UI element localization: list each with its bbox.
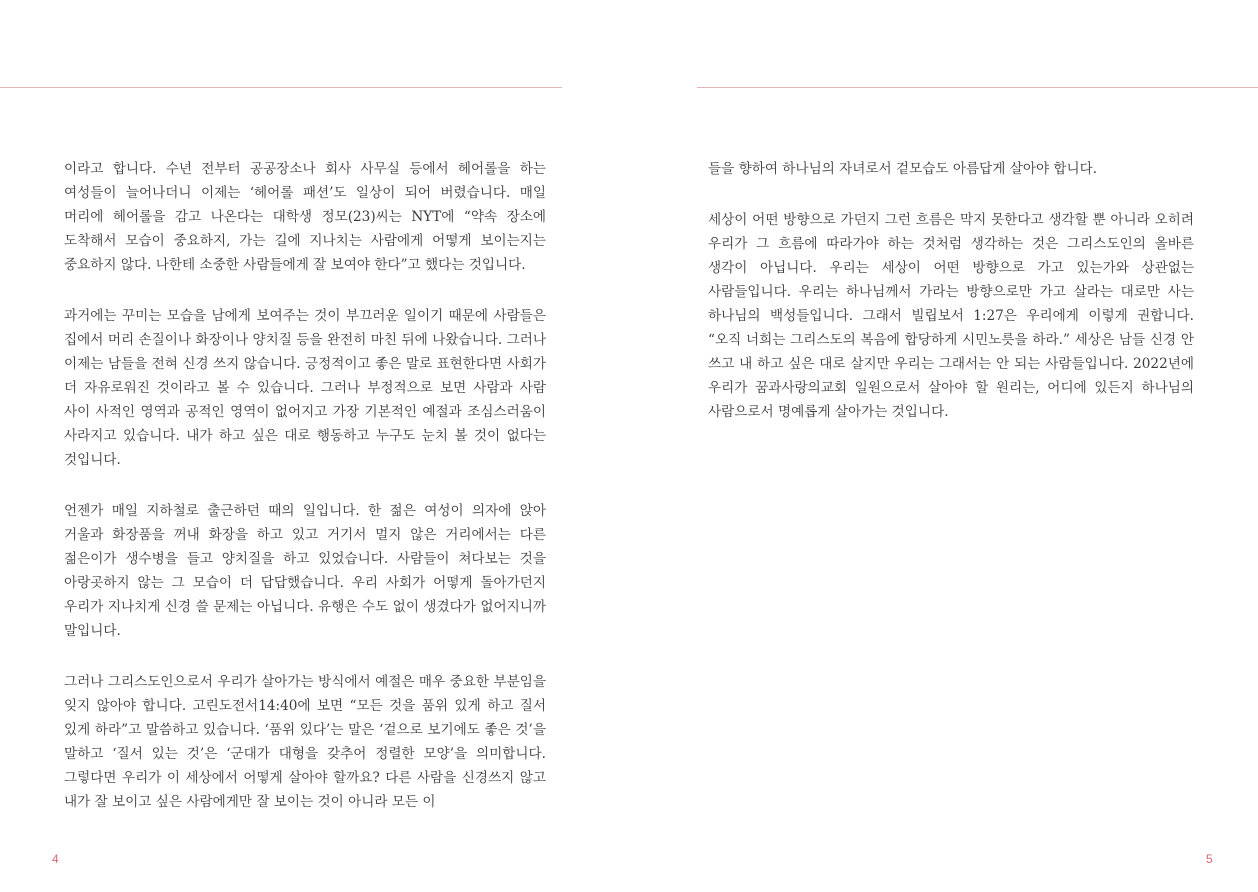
paragraph: 과거에는 꾸미는 모습을 남에게 보여주는 것이 부끄러운 일이기 때문에 사람들은 집에서 머리 손질이나 화장이나 양치질 등을 완전히 마친 뒤에 나왔습니다. 그러나 이제는 남들을 전혀 신경 쓰지 않습니다. 긍정적이고 좋은 말로 표현한다면 사회가 더 자유로워진 것이라고 볼 수 있습니다. 그러나 부정적으로 보면 사람과 사람 사이 사적인 영역과 공적인 영역이 없어지고 가장 기본적인 예절과 조심스러움이 사라지고 있습니다. 내가 하고 싶은 대로 행동하고 누구도 눈치 볼 것이 없다는 것입니다. [64,308,546,468]
left-page [0,0,562,892]
right-page [697,0,1258,892]
left-page-text [64,157,546,841]
paragraph: 그러나 그리스도인으로서 우리가 살아가는 방식에서 예절은 매우 중요한 부분임을 잊지 않아야 합니다. 고린도전서14:40에 보면 “모든 것을 품위 있게 하고 질서 있게 하라”고 말씀하고 있습니다. ‘품위 있다’는 말은 ‘겉으로 보기에도 좋은 것’을 말하고 ‘질서 있는 것’은 ‘군대가 대형을 갖추어 정렬한 모양’을 의미합니다. 그렇다면 우리가 이 세상에서 어떻게 살아야 할까요? 다른 사람을 신경쓰지 않고 내가 잘 보이고 싶은 사람에게만 잘 보이는 것이 아니라 모든 이 [64,674,546,810]
page-number: 5 [1206,852,1213,866]
header-rule [0,87,562,88]
paragraph: 들을 향하여 하나님의 자녀로서 겉모습도 아름답게 살아야 합니다. [708,161,1098,177]
paragraph: 언젠가 매일 지하철로 출근하던 때의 일입니다. 한 젊은 여성이 의자에 앉아 거울과 화장품을 꺼내 화장을 하고 있고 거기서 멀지 않은 거리에서는 다른 젊은이가 생수병을 들고 양치질을 하고 있었습니다. 사람들이 쳐다보는 것을 아랑곳하지 않는 그 모습이 더 답답했습니다. 우리 사회가 어떻게 돌아가던지 우리가 지나치게 신경 쓸 문제는 아닙니다. 유행은 수도 없이 생겼다가 없어지니까 말입니다. [64,503,546,639]
paragraph: 이라고 합니다. 수년 전부터 공공장소나 회사 사무실 등에서 헤어롤을 하는 여성들이 늘어나더니 이제는 ‘헤어롤 패션’도 일상이 되어 버렸습니다. 매일 머리에 헤어롤을 감고 나온다는 대학생 정모(23)씨는 NYT에 “약속 장소에 도착해서 모습이 중요하지, 가는 길에 지나치는 사람에게 어떻게 보이는지는 중요하지 않다. 나한테 소중한 사람들에게 잘 보여야 한다”고 했다는 것입니다. [64,161,546,273]
right-page-text [708,157,1194,451]
header-rule [697,87,1258,88]
paragraph: 세상이 어떤 방향으로 가던지 그런 흐름은 막지 못한다고 생각할 뿐 아니라 오히려 우리가 그 흐름에 따라가야 하는 것처럼 생각하는 것은 그리스도인의 올바른 생각이 아닙니다. 우리는 세상이 어떤 방향으로 가고 있는가와 상관없는 사람들입니다. 우리는 하나님께서 가라는 방향으로만 가고 살라는 대로만 사는 하나님의 백성들입니다. 그래서 빌립보서 1:27은 우리에게 이렇게 권합니다. “오직 너희는 그리스도의 복음에 합당하게 시민노릇을 하라.” 세상은 남들 신경 안 쓰고 내 하고 싶은 대로 살지만 우리는 그래서는 안 되는 사람들입니다. 2022년에 우리가 꿈과사랑의교회 일원으로서 살아야 할 원리는, 어디에 있든지 하나님의 사람으로서 명예롭게 살아가는 것입니다. [708,212,1194,420]
page-number: 4 [52,852,59,866]
